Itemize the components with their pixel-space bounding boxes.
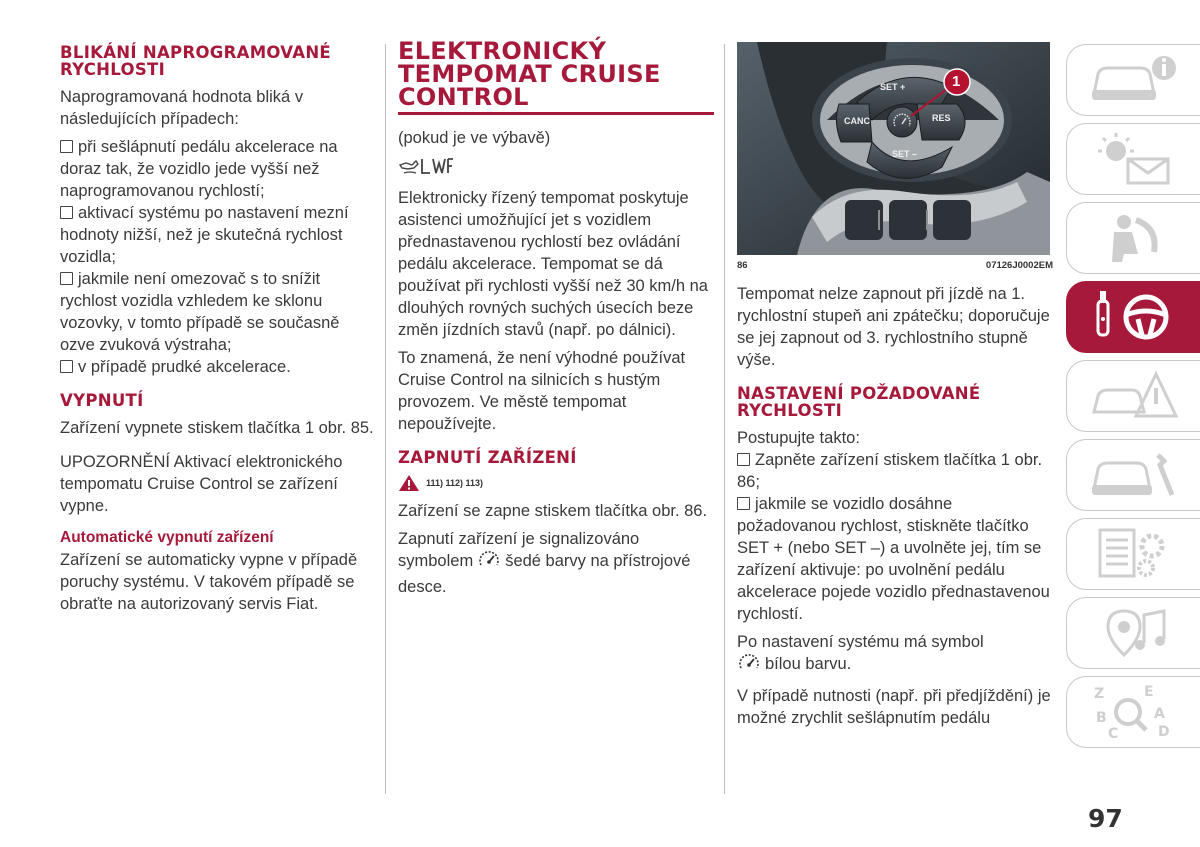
cruise-control-icon: [737, 653, 761, 679]
list-item: [737, 493, 1053, 625]
paragraph-optional: (pokud je ve výbavě): [398, 129, 551, 147]
paragraph-po-nastaveni-text: Po nastavení systému má symbol: [737, 633, 984, 651]
emergency-triangle-icon: [1084, 366, 1184, 426]
button-label-set-plus: SET +: [880, 82, 906, 92]
figure-code: 07126J0002EM: [985, 260, 1053, 271]
checkbox-bullet-icon: [60, 140, 73, 153]
checkbox-bullet-icon: [737, 497, 750, 510]
svg-text:Z: Z: [1093, 686, 1104, 702]
lights-messages-icon: [1084, 129, 1184, 189]
warning-refs: [398, 474, 714, 492]
heading-blikani: BLIKÁNÍ NAPROGRAMOVANÉ RYCHLOSTI: [60, 43, 332, 79]
checkbox-bullet-icon: [60, 206, 73, 219]
tab-technical-data[interactable]: [1066, 518, 1200, 590]
figure-caption: [737, 260, 1053, 271]
tab-multimedia[interactable]: [1066, 597, 1200, 669]
tab-maintenance[interactable]: [1066, 439, 1200, 511]
svg-text:C: C: [1107, 726, 1118, 742]
list-item-text: Zapněte zařízení stiskem tlačítka 1 obr. 86;: [737, 451, 1043, 491]
svg-text:E: E: [1143, 684, 1154, 700]
checkbox-bullet-icon: [60, 272, 73, 285]
column-divider: [385, 44, 386, 794]
paragraph-po-nastaveni-text: bílou barvu.: [765, 655, 852, 673]
column-left: [60, 44, 378, 621]
tab-safety[interactable]: [1066, 202, 1200, 274]
multimedia-music-icon: [1084, 603, 1184, 663]
tab-emergency[interactable]: [1066, 360, 1200, 432]
figure-callout: 1: [952, 73, 961, 90]
alphabetical-index-icon: [1084, 682, 1184, 742]
column-divider: [724, 44, 725, 794]
car-wrench-icon: [1084, 445, 1184, 505]
column-right: [737, 44, 1053, 735]
eco-hand-icon: [398, 155, 714, 181]
safety-airbag-icon: [1084, 208, 1184, 268]
car-info-icon: [1084, 50, 1184, 110]
paragraph-nutnost: V případě nutnosti (např. při předjíždění) je možné zrychlit sešlápnutím pedálu: [737, 687, 1051, 727]
checkbox-bullet-icon: [737, 453, 750, 466]
cruise-control-icon: [477, 550, 501, 576]
tab-starting-driving[interactable]: [1066, 281, 1200, 353]
tab-dashboard-info[interactable]: [1066, 44, 1200, 116]
tab-index[interactable]: [1066, 676, 1200, 748]
steering-wheel-figure: [737, 42, 1050, 255]
paragraph-intro: Naprogramovaná hodnota bliká v následujících případech:: [60, 88, 304, 128]
page-number: 97: [1088, 804, 1123, 833]
paragraph-auto: Zařízení se automaticky vypne v případě poruchy systému. V takovém případě se obraťte na autorizovaný servis Fiat.: [60, 551, 358, 613]
heading-tempomat: ELEKTRONICKÝ TEMPOMAT CRUISE CONTROL: [398, 40, 714, 115]
paragraph-1stupen: Tempomat nelze zapnout při jízdě na 1. rychlostní stupeň ani zpátečku; doporučuje se jej zapnout od 3. rychlostního stupně výše.: [737, 285, 1050, 369]
paragraph-symbol: [398, 528, 714, 598]
list-item-text: v případě prudké akcelerace.: [78, 358, 291, 376]
list-item-text: při sešlápnutí pedálu akcelerace na doraz tak, že vozidlo jede vyšší než naprogramovanou rychlostí;: [60, 138, 338, 200]
heading-vypnuti: VYPNUTÍ: [60, 391, 144, 410]
paragraph-upozorneni: UPOZORNĚNÍ Aktivací elektronického tempomatu Cruise Control se zařízení vypne.: [60, 453, 343, 515]
svg-text:D: D: [1157, 724, 1170, 740]
warning-triangle-icon: [398, 474, 420, 492]
paragraph-main: Elektronicky řízený tempomat poskytuje asistenci umožňující jet s vozidlem přednastavenou rychlostí bez ovládání pedálu akcelerace. Tempomat se dá používat při rychlosti vyšší než 30 km/h na dlouhých rovných suchých úsecích beze změn jízdních stavů (např. po dálnici).: [398, 189, 708, 339]
list-item: [737, 449, 1053, 493]
subheading-auto: Automatické vypnutí zařízení: [60, 529, 274, 546]
paragraph-symbol-text: Zapnutí zařízení je signalizováno symbolem: [398, 530, 640, 570]
paragraph-zapnuti: Zařízení se zapne stiskem tlačítka obr. 86.: [398, 502, 708, 520]
column-middle: [398, 37, 714, 604]
paragraph-mesto: To znamená, že není výhodné používat Cruise Control na silnicích s hustým provozem. Ve městě tempomat nepoužívejte.: [398, 349, 686, 433]
paragraph-po-nastaveni: [737, 631, 1053, 679]
technical-data-gear-icon: [1084, 524, 1184, 584]
list-item-text: jakmile se vozidlo dosáhne požadovanou rychlost, stiskněte tlačítko SET + (nebo SET –) a uvolněte jej, tím se zařízení aktivuje: po uvolnění pedálu akcelerace pojede vozidlo přednastavenou rychlostí.: [737, 495, 1050, 623]
list-item: [60, 136, 378, 202]
list-item-text: jakmile není omezovač s to snížit rychlost vozidla vzhledem ke sklonu vozovky, v tomto případě se současně ozve zvuková výstraha;: [60, 270, 340, 354]
button-label-set-minus: SET –: [892, 149, 918, 159]
checkbox-bullet-icon: [60, 360, 73, 373]
chapter-tabs: [1066, 44, 1200, 755]
button-label-canc: CANC: [844, 116, 870, 126]
paragraph-postup: Postupujte takto:: [737, 429, 860, 447]
figure-number: 86: [737, 260, 748, 271]
svg-text:A: A: [1153, 706, 1165, 722]
list-item-text: aktivací systému po nastavení mezní hodnoty nižší, než je skutečná rychlost vozidla;: [60, 204, 349, 266]
list-item: [60, 202, 378, 268]
button-label-res: RES: [932, 113, 951, 123]
tab-lights-messages[interactable]: [1066, 123, 1200, 195]
warning-references: 111) 112) 113): [426, 478, 484, 488]
svg-text:B: B: [1095, 710, 1107, 726]
list-item: [60, 268, 378, 356]
heading-zapnuti: ZAPNUTÍ ZAŘÍZENÍ: [398, 448, 577, 467]
list-item: [60, 356, 378, 378]
heading-nastaveni: NASTAVENÍ POŽADOVANÉ RYCHLOSTI: [737, 384, 981, 420]
paragraph-symbol-text: šedé barvy na přístrojové desce.: [398, 552, 691, 596]
key-steering-wheel-icon: [1084, 287, 1184, 347]
paragraph-vypnuti: Zařízení vypnete stiskem tlačítka 1 obr. 85.: [60, 419, 374, 437]
